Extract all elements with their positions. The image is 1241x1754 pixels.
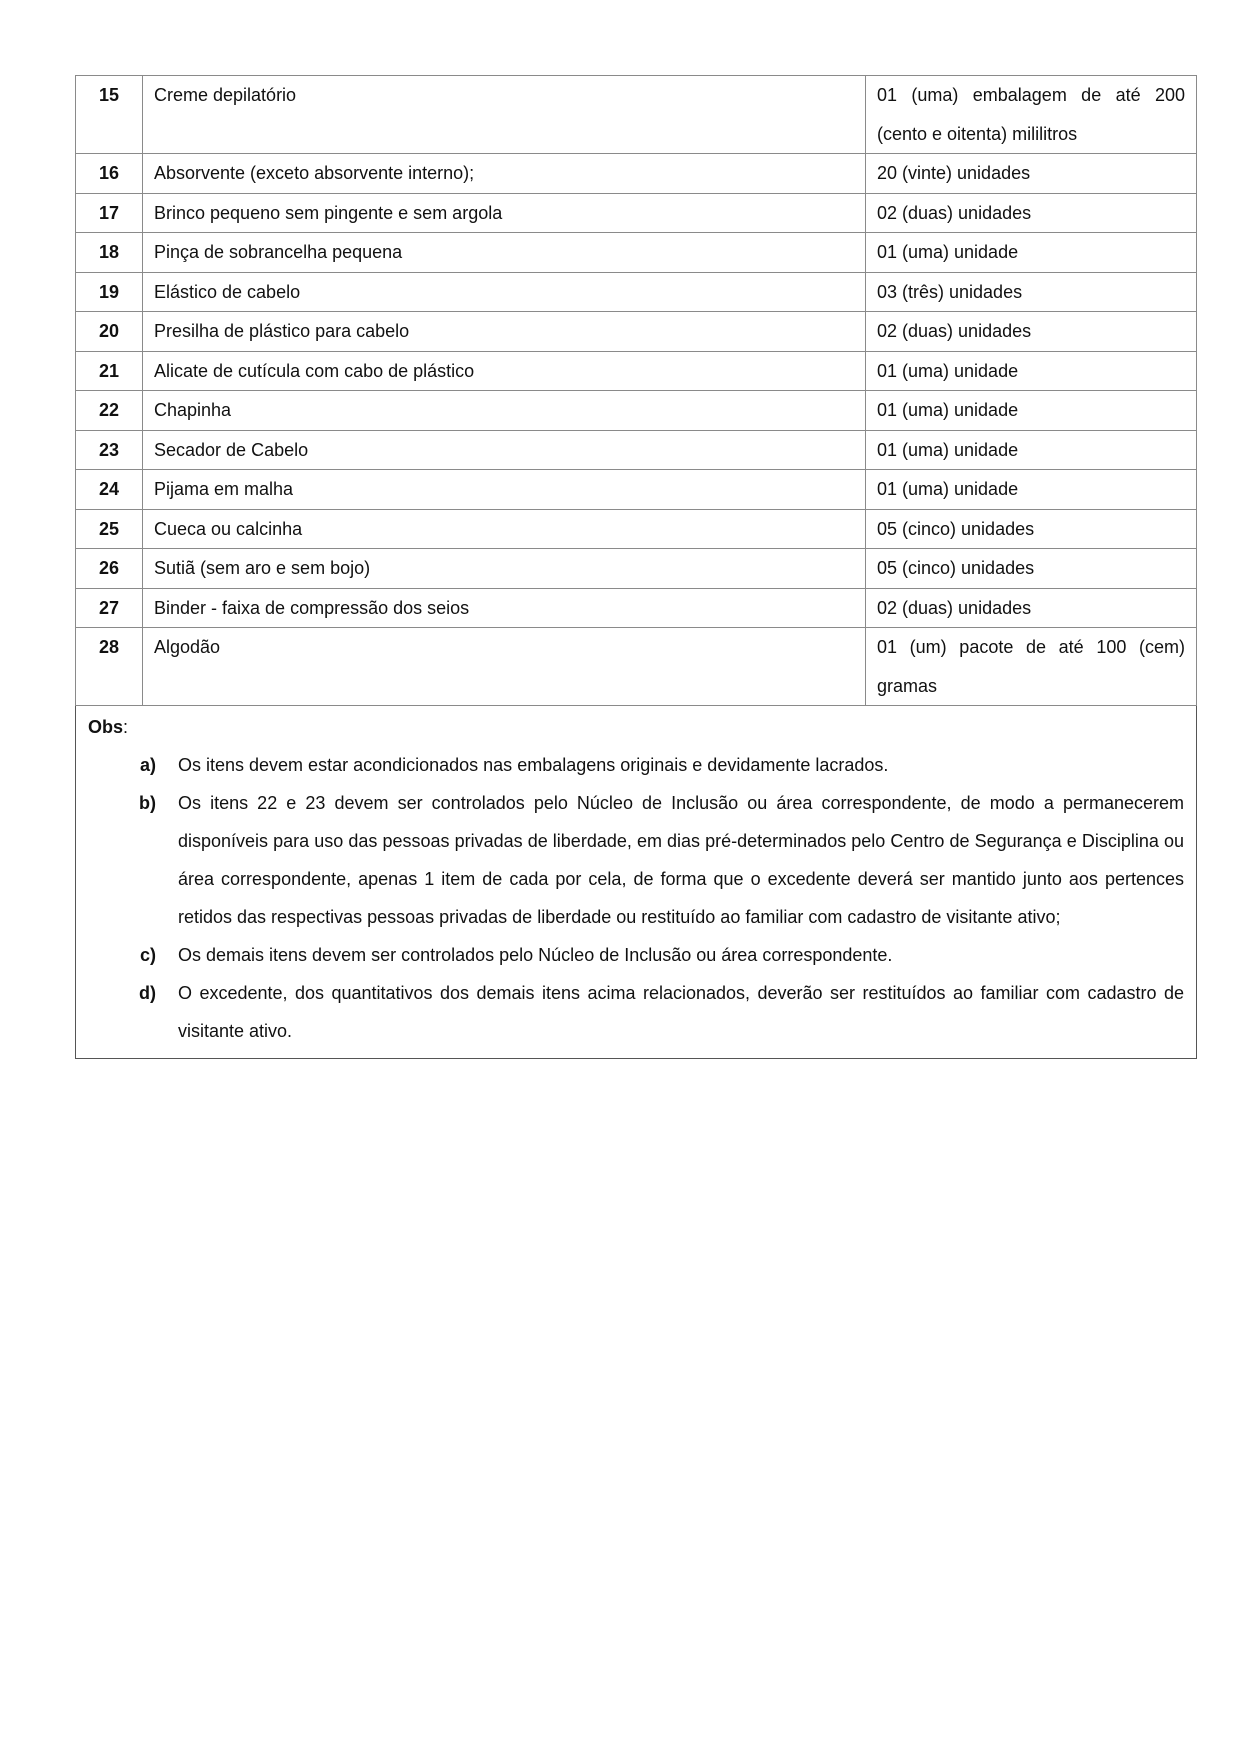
item-number: 27 — [76, 588, 143, 628]
item-description: Cueca ou calcinha — [143, 509, 866, 549]
item-quantity: 01 (uma) unidade — [866, 391, 1197, 431]
item-description: Binder - faixa de compressão dos seios — [143, 588, 866, 628]
item-number: 26 — [76, 549, 143, 589]
table-row — [76, 470, 1197, 510]
table-row — [76, 391, 1197, 431]
item-quantity: 05 (cinco) unidades — [866, 549, 1197, 589]
item-description: Pinça de sobrancelha pequena — [143, 233, 866, 273]
item-number: 20 — [76, 312, 143, 352]
item-number: 16 — [76, 154, 143, 194]
item-number: 18 — [76, 233, 143, 273]
observation-text: Os itens 22 e 23 devem ser controlados pelo Núcleo de Inclusão ou área correspondente, de modo a permanecerem disponíveis para uso das pessoas privadas de liberdade, em dias pré-determinados pelo Centro de Segurança e Disciplina ou área correspondente, apenas 1 item de cada por cela, de forma que o excedente deverá ser mantido junto aos pertences retidos das respectivas pessoas privadas de liberdade ou restituído ao familiar com cadastro de visitante ativo; — [178, 793, 1184, 927]
item-number: 28 — [76, 628, 143, 706]
item-quantity: 02 (duas) unidades — [866, 588, 1197, 628]
table-row — [76, 351, 1197, 391]
document-page — [75, 75, 1197, 1059]
table-row — [76, 549, 1197, 589]
items-table — [75, 75, 1197, 706]
item-number: 15 — [76, 76, 143, 154]
item-quantity: 20 (vinte) unidades — [866, 154, 1197, 194]
item-quantity: 01 (uma) unidade — [866, 470, 1197, 510]
item-quantity: 03 (três) unidades — [866, 272, 1197, 312]
table-row — [76, 312, 1197, 352]
item-number: 21 — [76, 351, 143, 391]
item-number: 22 — [76, 391, 143, 431]
item-description: Creme depilatório — [143, 76, 866, 154]
item-number: 24 — [76, 470, 143, 510]
table-row — [76, 628, 1197, 706]
observations-title: Obs — [88, 717, 124, 737]
item-number: 19 — [76, 272, 143, 312]
item-description: Pijama em malha — [143, 470, 866, 510]
observation-letter: c) — [139, 945, 156, 965]
item-description: Elástico de cabelo — [143, 272, 866, 312]
item-quantity: 01 (uma) unidade — [866, 233, 1197, 273]
table-row — [76, 154, 1197, 194]
table-row — [76, 233, 1197, 273]
observation-letter: a) — [139, 755, 156, 775]
item-quantity: 01 (uma) unidade — [866, 351, 1197, 391]
observation-item — [88, 746, 1184, 784]
item-description: Secador de Cabelo — [143, 430, 866, 470]
item-description: Chapinha — [143, 391, 866, 431]
observation-letter: d) — [139, 983, 156, 1003]
item-quantity: 01 (uma) unidade — [866, 430, 1197, 470]
item-number: 23 — [76, 430, 143, 470]
item-description: Sutiã (sem aro e sem bojo) — [143, 549, 866, 589]
observation-item — [88, 974, 1184, 1050]
observations-heading — [88, 708, 1184, 746]
item-quantity: 02 (duas) unidades — [866, 312, 1197, 352]
item-number: 17 — [76, 193, 143, 233]
item-quantity: 05 (cinco) unidades — [866, 509, 1197, 549]
table-row — [76, 272, 1197, 312]
table-row — [76, 588, 1197, 628]
item-description: Alicate de cutícula com cabo de plástico — [143, 351, 866, 391]
observation-text: Os itens devem estar acondicionados nas embalagens originais e devidamente lacrados. — [178, 755, 889, 775]
table-row — [76, 193, 1197, 233]
item-description: Presilha de plástico para cabelo — [143, 312, 866, 352]
item-description: Algodão — [143, 628, 866, 706]
observations-box — [75, 706, 1197, 1059]
table-row — [76, 430, 1197, 470]
item-quantity: 02 (duas) unidades — [866, 193, 1197, 233]
item-quantity: 01 (uma) embalagem de até 200 (cento e oitenta) mililitros — [866, 76, 1197, 154]
observations-colon: : — [123, 717, 129, 737]
item-quantity: 01 (um) pacote de até 100 (cem) gramas — [866, 628, 1197, 706]
observation-letter: b) — [139, 793, 156, 813]
table-row — [76, 509, 1197, 549]
observation-text: O excedente, dos quantitativos dos demais itens acima relacionados, deverão ser restituídos ao familiar com cadastro de visitante ativo. — [178, 983, 1184, 1041]
observation-text: Os demais itens devem ser controlados pelo Núcleo de Inclusão ou área correspondente. — [178, 945, 893, 965]
item-description: Absorvente (exceto absorvente interno); — [143, 154, 866, 194]
table-row — [76, 76, 1197, 154]
observation-item — [88, 936, 1184, 974]
item-number: 25 — [76, 509, 143, 549]
item-description: Brinco pequeno sem pingente e sem argola — [143, 193, 866, 233]
observation-item — [88, 784, 1184, 936]
